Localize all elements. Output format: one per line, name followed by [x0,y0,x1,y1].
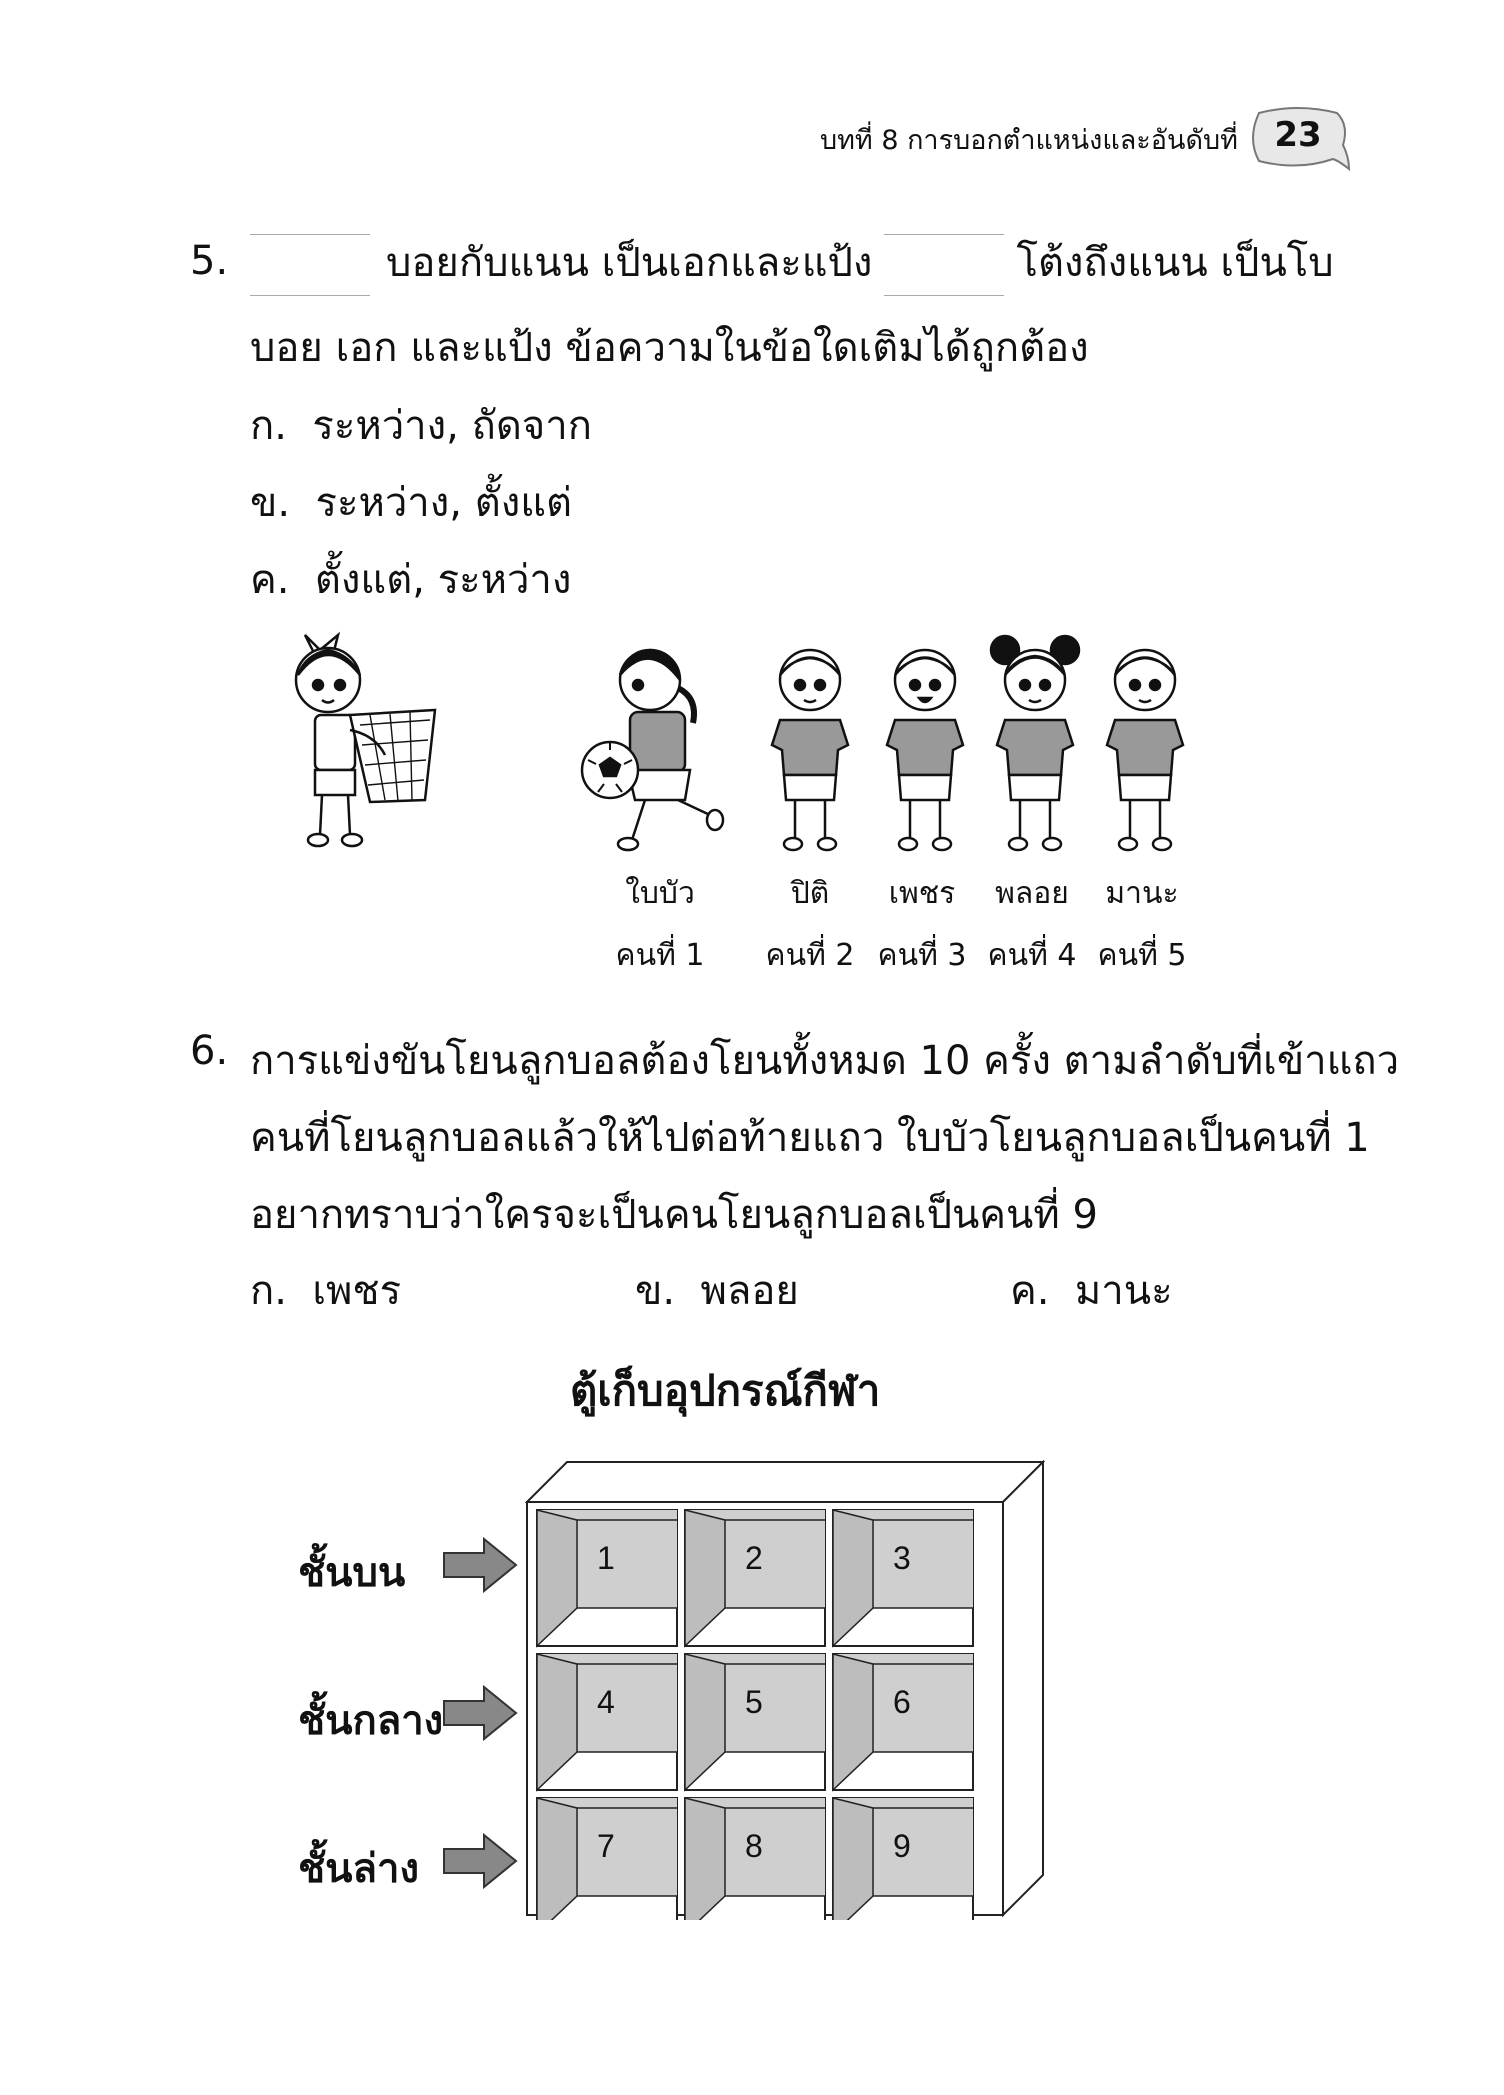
cabinet-cell-number: 3 [893,1540,911,1576]
cabinet-cell-number: 7 [597,1828,615,1864]
arrow-right-icon [440,1535,520,1595]
boy-mana-illustration [1095,640,1195,855]
q5-text-a: บอยกับแนน เป็นเอกและแป้ง [386,240,873,286]
cabinet-cell [685,1510,825,1646]
girl-ploy-illustration [980,630,1090,855]
arrow-right-icon [440,1831,520,1891]
option-text: ตั้งแต่, ระหว่าง [314,557,572,603]
arrow-right-icon [440,1683,520,1743]
option-text: เพชร [312,1268,402,1314]
q6-number: 6. [190,1028,229,1074]
cabinet-cell-number: 2 [745,1540,763,1576]
option-text: พลอย [700,1268,799,1314]
q6-line1: การแข่งขันโยนลูกบอลต้องโยนทั้งหมด 10 ครั้ง ตามลำดับที่เข้าแถว [250,1038,1400,1084]
cabinet-cell-number: 4 [597,1684,615,1720]
option-text: ระหว่าง, ถัดจาก [312,403,592,449]
kid-name: มานะ [1105,876,1179,911]
kid-order: คนที่ 5 [1097,938,1187,973]
girl-with-ball-illustration [580,640,740,855]
option-letter: ค. [1010,1268,1050,1314]
q6-line3: อยากทราบว่าใครจะเป็นคนโยนลูกบอลเป็นคนที่ 9 [250,1192,1098,1238]
option-text: มานะ [1074,1268,1173,1314]
option-letter: ค. [250,557,290,603]
cabinet-cell [685,1654,825,1790]
girl-with-basket-illustration [290,630,450,860]
kid-order: คนที่ 2 [765,938,855,973]
option-letter: ข. [635,1268,676,1314]
q5-line1 [250,230,1334,296]
q5-option-c [250,547,571,611]
q5-option-b [250,470,572,534]
q6-line2: คนที่โยนลูกบอลแล้วให้ไปต่อท้ายแถว ใบบัวโยนลูกบอลเป็นคนที่ 1 [250,1115,1370,1161]
option-letter: ก. [250,1268,287,1314]
cabinet-cell [537,1654,677,1790]
chapter-heading: บทที่ 8 การบอกตำแหน่งและอันดับที่ [820,125,1238,156]
answer-blank-2 [884,234,1004,296]
kid-name: ปิติ [790,876,830,911]
q6-option-a [250,1258,401,1322]
kid-order: คนที่ 3 [877,938,967,973]
q5-number: 5. [190,238,229,284]
q5-option-a [250,393,592,457]
kid-order: คนที่ 1 [615,938,705,973]
boy-phet-illustration [875,640,975,855]
cabinet-cell [537,1510,677,1646]
cabinet-cell-number: 8 [745,1828,763,1864]
cabinet-cell-number: 1 [597,1540,615,1576]
boy-piti-illustration [760,640,860,855]
q6-option-b [635,1258,799,1322]
shelf-label-middle: ชั้นกลาง [298,1698,444,1744]
q6-option-c [1010,1258,1173,1322]
cabinet-cell [833,1510,973,1646]
option-text: ระหว่าง, ตั้งแต่ [315,480,572,526]
page-number: 23 [1274,115,1322,155]
q5-line2: บอย เอก และแป้ง ข้อความในข้อใดเติมได้ถูกต้อง [250,325,1089,371]
cabinet-title: ตู้เก็บอุปกรณ์กีฬา [570,1366,881,1415]
answer-blank-1 [250,234,370,296]
option-letter: ก. [250,403,287,449]
kid-name: เพชร [888,876,956,911]
kid-order: คนที่ 4 [987,938,1077,973]
kid-name: ใบบัว [625,876,695,911]
shelf-label-top: ชั้นบน [298,1550,406,1596]
cabinet-cell-number: 9 [893,1828,911,1864]
cabinet-cell [833,1654,973,1790]
shelf-label-bottom: ชั้นล่าง [298,1846,419,1892]
cabinet-cell-number: 5 [745,1684,763,1720]
kid-name: พลอย [995,876,1069,911]
cabinet-cell-number: 6 [893,1684,911,1720]
q5-text-b: โต้งถึงแนน เป็นโบ [1016,240,1334,286]
option-letter: ข. [250,480,291,526]
